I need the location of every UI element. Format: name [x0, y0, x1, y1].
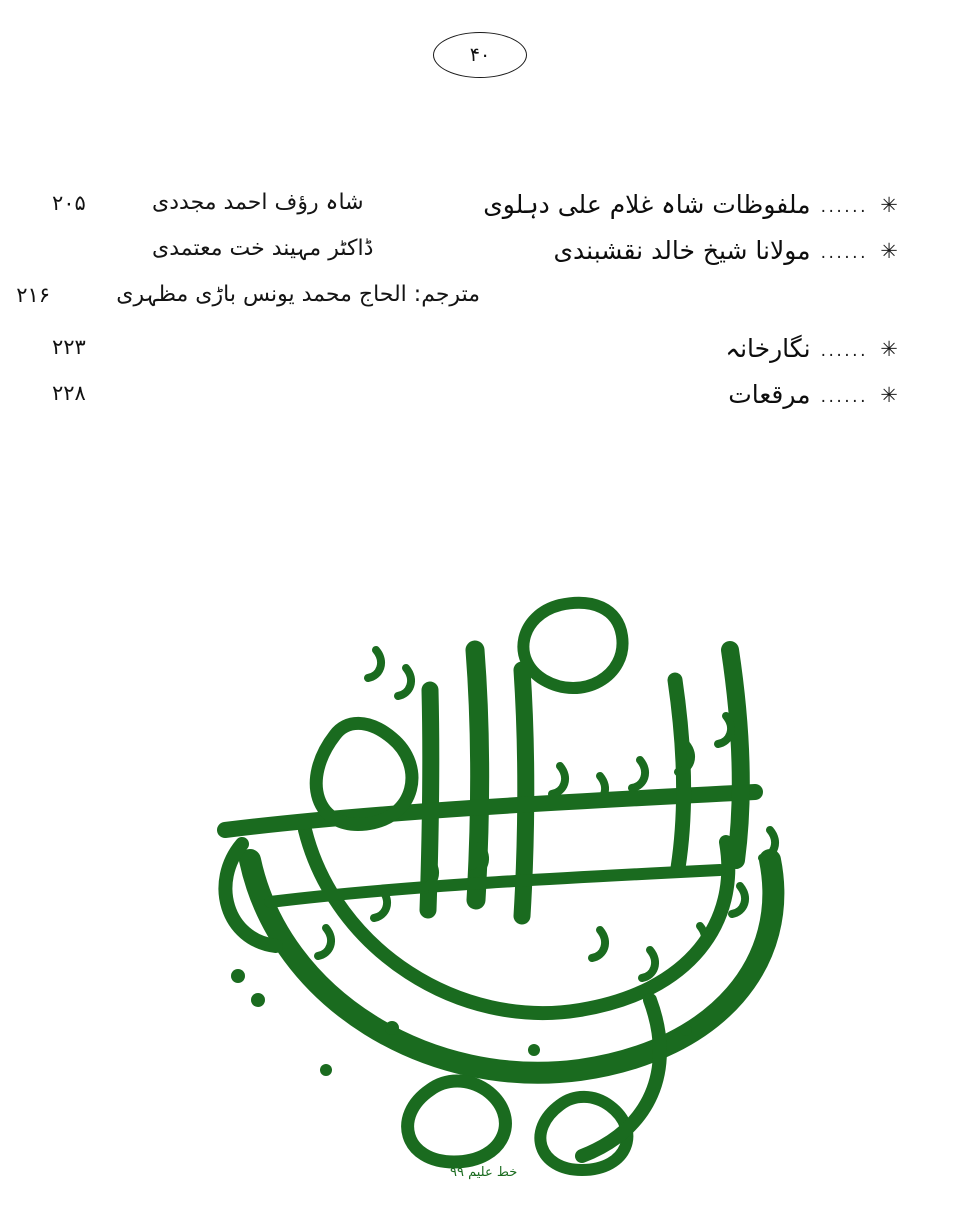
toc-entry-byline: شاہ رؤف احمد مجددی	[152, 190, 364, 215]
toc-entry-title: ملفوظات شاہ غلام علی دہلوی	[483, 190, 811, 219]
calligraphy-illustration	[0, 520, 960, 1210]
toc-entry-heading	[480, 332, 900, 366]
leader-dots: ......	[820, 196, 868, 217]
toc-entry-page: ۲۲۸	[52, 381, 86, 405]
toc-entry-page: ۲۲۳	[52, 335, 86, 359]
toc-entry-page: ۲۱۶	[16, 283, 51, 307]
leader-dots: ......	[820, 386, 868, 407]
toc-entry-title: مولانا شیخ خالد نقشبندی	[553, 236, 811, 265]
toc-entry-title: نگارخانہ	[725, 334, 811, 363]
toc-entry[interactable]	[0, 234, 960, 280]
eight-point-star-icon: ✳	[880, 336, 898, 361]
eight-point-star-icon: ✳	[880, 382, 898, 407]
calligraphy-svg	[130, 530, 830, 1200]
toc-entry-translator: مترجم: الحاج محمد یونس باڑی مظہری	[116, 282, 480, 307]
eight-point-star-icon: ✳	[880, 192, 898, 217]
calligraphy-strokes	[225, 603, 775, 1170]
toc-entry-title: مرقعات	[728, 380, 811, 409]
toc-entry-heading	[480, 378, 900, 412]
toc-entry[interactable]	[0, 188, 960, 234]
table-of-contents	[0, 188, 960, 424]
toc-entry-sub	[0, 280, 960, 332]
toc-entry-byline: ڈاکٹر مہیند خت معتمدی	[152, 236, 374, 261]
eight-point-star-icon: ✳	[880, 238, 898, 263]
toc-entry-heading	[480, 234, 900, 268]
toc-entry-page	[52, 234, 138, 237]
page-number-badge: ۴۰	[433, 32, 527, 78]
page-number-area	[0, 32, 960, 78]
toc-entry[interactable]	[0, 332, 960, 378]
leader-dots: ......	[820, 242, 868, 263]
leader-dots: ......	[820, 340, 868, 361]
toc-entry[interactable]	[0, 378, 960, 424]
artist-signature: خط علیم ۹۹	[450, 1165, 518, 1180]
toc-entry-page: ۲۰۵	[52, 191, 86, 215]
toc-entry-heading	[480, 188, 900, 222]
